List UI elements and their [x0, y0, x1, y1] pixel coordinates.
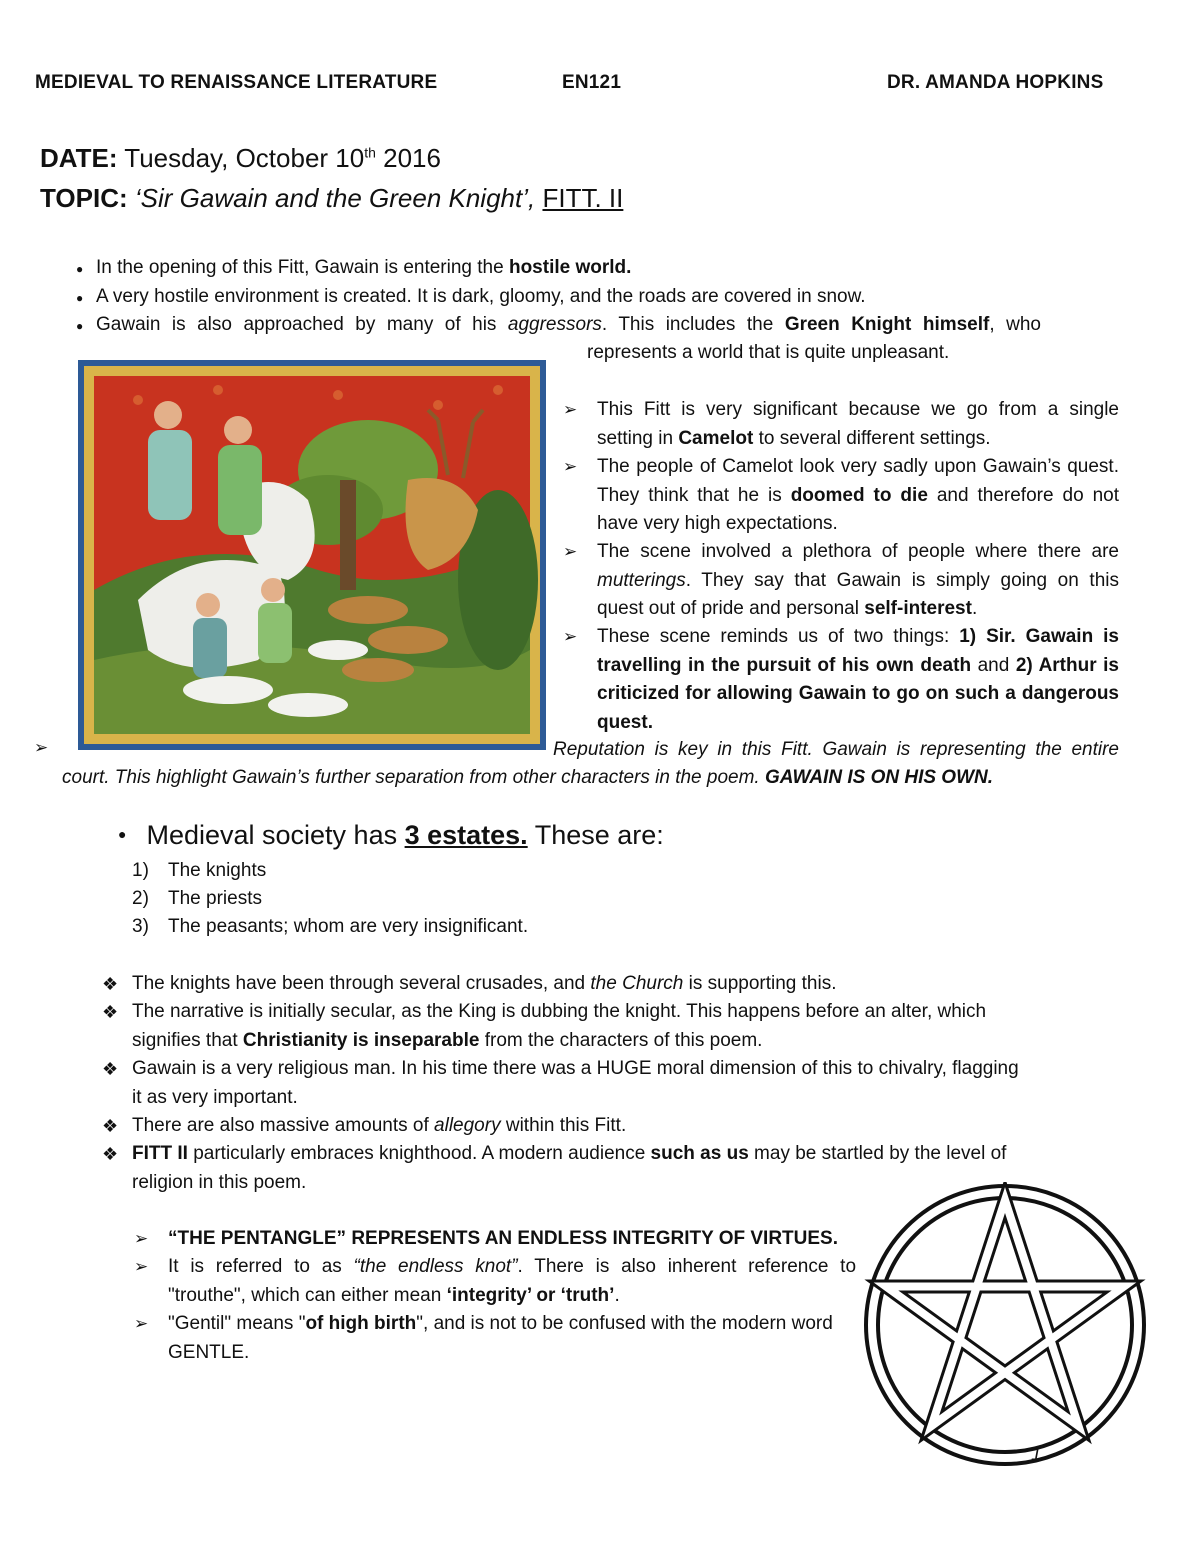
- fitt-point-2: ➢ The people of Camelot look very sadly upon Gawain’s quest. They think that he is doomed to die and therefore do not have very high expectations.: [563, 456, 1119, 534]
- intro-bullet-1: ● In the opening of this Fitt, Gawain is entering the hostile world.: [96, 254, 631, 283]
- course-code: EN121: [562, 72, 622, 93]
- lecturer-name: DR. AMANDA HOPKINS: [887, 72, 1104, 93]
- arrow-bullet-icon: ➢: [34, 738, 49, 757]
- fitt-point-1: ➢ This Fitt is very significant because we go from a single setting in Camelot to several different settings.: [563, 399, 1119, 449]
- intro-bullet-3: ● Gawain is also approached by many of his aggressors. This includes the Green Knight himself, who: [96, 311, 1041, 340]
- topic-title: ‘Sir Gawain and the Green Knight’,: [134, 183, 536, 213]
- estate-item-3: 3) The peasants; whom are very insignificant.: [132, 916, 529, 937]
- topic-label: TOPIC: [40, 183, 119, 213]
- date-year: 2016: [383, 143, 441, 173]
- religion-point-4: ❖ There are also massive amounts of allegory within this Fitt.: [102, 1115, 627, 1136]
- estate-item-1: 1) The knights: [132, 860, 267, 881]
- date-value: Tuesday, October 10: [124, 143, 365, 173]
- religion-point-3: ❖ Gawain is a very religious man. In his time there was a HUGE moral dimension of this to chivalry, flagging it as very important.: [102, 1058, 1019, 1108]
- pentangle-point-1: ➢ “THE PENTANGLE” REPRESENTS AN ENDLESS INTEGRITY OF VIRTUES.: [134, 1228, 839, 1249]
- fitt-point-5-line2: court. This highlight Gawain’s further separation from other characters in the poem. GAWAIN IS ON HIS OWN.: [62, 767, 994, 788]
- page-number: 1: [1031, 1444, 1042, 1465]
- estate-item-2: 2) The priests: [132, 888, 262, 909]
- course-title: MEDIEVAL TO RENAISSANCE LITERATURE: [35, 72, 438, 93]
- date-suffix: th: [364, 144, 376, 161]
- fitt-point-3: ➢ The scene involved a plethora of people where there are mutterings. They say that Gawain is simply going on this quest out of pride and personal self-interest.: [563, 541, 1119, 619]
- religion-point-2: ❖ The narrative is initially secular, as the King is dubbing the knight. This happens before an alter, which signifies that Christianity is inseparable from the characters of this poem.: [102, 1001, 987, 1051]
- intro-bullet-2: ● A very hostile environment is created. It is dark, gloomy, and the roads are covered in snow.: [96, 283, 866, 312]
- religion-point-5: ❖ FITT II particularly embraces knighthood. A modern audience such as us may be startled by the level of religion in this poem.: [102, 1143, 1007, 1193]
- date-line: DATE: Tuesday, October 10th 2016: [40, 143, 441, 173]
- pentangle-point-3: ➢ "Gentil" means "of high birth", and is not to be confused with the modern word GENTLE.: [134, 1313, 833, 1363]
- date-label: DATE: [40, 143, 109, 173]
- estates-heading: ● Medieval society has 3 estates. These are:: [118, 820, 664, 850]
- fitt-point-4: ➢ These scene reminds us of two things: 1) Sir. Gawain is travelling in the pursuit of his own death and 2) Arthur is criticized for allowing Gawain to go on such a dangerous quest.: [563, 626, 1120, 733]
- fitt-point-5-line1: Reputation is key in this Fitt. Gawain is representing the entire: [553, 739, 1119, 760]
- topic-fitt: FITT. II: [542, 183, 624, 213]
- intro-bullet-3-continued: represents a world that is quite unpleasant.: [587, 342, 950, 363]
- hunting-scene-image: [78, 360, 546, 750]
- pentangle-point-2: ➢ It is referred to as “the endless knot”. There is also inherent reference to "trouthe", which can either mean ‘integrity’ or ‘truth’.: [134, 1256, 857, 1306]
- topic-line: TOPIC: ‘Sir Gawain and the Green Knight’, FITT. II: [40, 183, 624, 213]
- religion-point-1: ❖ The knights have been through several crusades, and the Church is supporting this.: [102, 973, 837, 994]
- pentangle-image: [862, 1182, 1148, 1468]
